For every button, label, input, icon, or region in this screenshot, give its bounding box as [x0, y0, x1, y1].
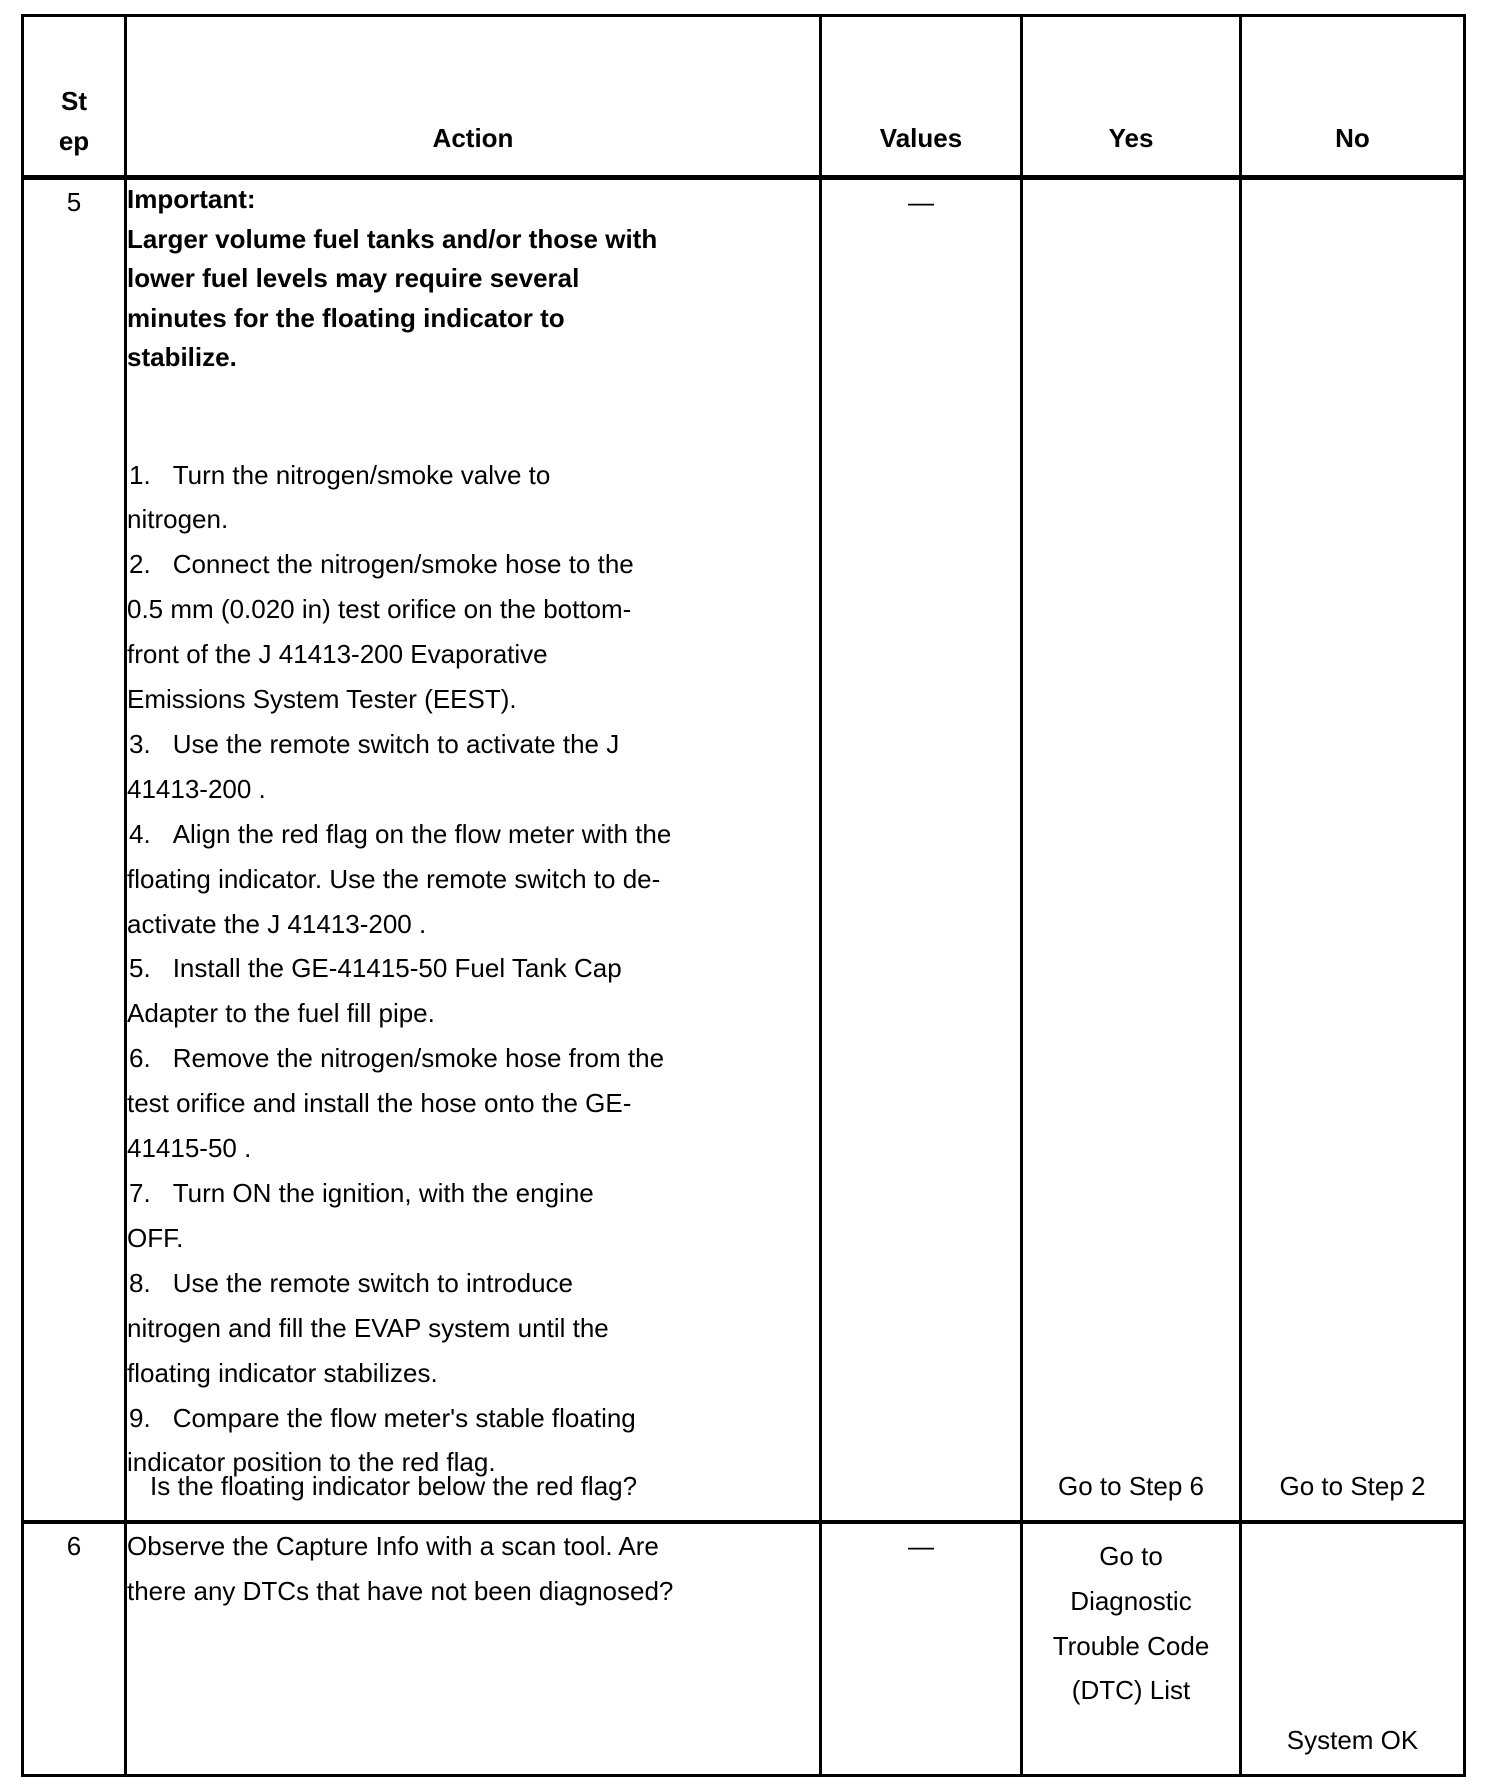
yes-result: Go to Step 6 — [1058, 1471, 1204, 1501]
step-question: Is the floating indicator below the red flag? — [150, 1471, 638, 1501]
list-item: 3. Use the remote switch to activate the J 41413-200 . — [127, 728, 620, 804]
important-text: Larger volume fuel tanks and/or those with lower fuel levels may require several minutes for the floating indicator to stabilize. — [127, 223, 658, 372]
values-cell: — — [821, 178, 1022, 1523]
header-no: No — [1241, 16, 1465, 178]
no-cell — [1241, 178, 1465, 1523]
list-item: 4. Align the red flag on the flow meter with the floating indicator. Use the remote switch to de-activate the J 41413-200 . — [127, 818, 672, 939]
header-values: Values — [821, 16, 1022, 178]
list-item: 7. Turn ON the ignition, with the engine OFF. — [127, 1178, 594, 1253]
header-step-line2: ep — [58, 126, 90, 156]
header-action: Action — [126, 16, 821, 178]
important-label: Important: — [127, 184, 256, 214]
action-cell — [126, 1522, 821, 1776]
list-item: 9. Compare the flow meter's stable floating indicator position to the red flag. — [127, 1402, 636, 1478]
list-item: 2. Connect the nitrogen/smoke hose to the 0.5 mm (0.020 in) test orifice on the bottom-front of the J 41413-200 Evaporative Emissions System Tester (EEST). — [127, 549, 634, 715]
no-result: Go to Step 2 — [1279, 1471, 1426, 1501]
values-cell: — — [821, 1522, 1022, 1776]
table-row-step-6 — [23, 1522, 1465, 1776]
list-item: 6. Remove the nitrogen/smoke hose from the test orifice and install the hose onto the GE-41415-50 . — [127, 1043, 665, 1164]
header-step-line1: St — [61, 86, 87, 116]
step-number: 5 — [23, 178, 126, 1523]
no-cell — [1241, 1522, 1465, 1776]
no-result: System OK — [1286, 1725, 1419, 1755]
step-number: 6 — [23, 1522, 126, 1776]
action-cell — [126, 178, 821, 1523]
table-row-step-5 — [23, 178, 1465, 1523]
action-text: Observe the Capture Info with a scan tool. Are there any DTCs that have not been diagnosed? — [127, 1531, 674, 1606]
yes-cell — [1022, 178, 1241, 1523]
list-item: 1. Turn the nitrogen/smoke valve to nitrogen. — [127, 459, 551, 535]
header-step — [23, 16, 126, 178]
procedure-steps — [127, 453, 819, 1486]
table-header-row — [23, 16, 1465, 178]
important-note — [127, 180, 819, 378]
list-item: 5. Install the GE-41415-50 Fuel Tank Cap Adapter to the fuel fill pipe. — [127, 953, 622, 1029]
list-item: 8. Use the remote switch to introduce nitrogen and fill the EVAP system until the floating indicator stabilizes. — [127, 1267, 609, 1388]
yes-cell — [1022, 1522, 1241, 1776]
header-yes: Yes — [1022, 16, 1241, 178]
yes-result: Go to Diagnostic Trouble Code (DTC) List — [1052, 1541, 1210, 1706]
diagnostic-procedure-table — [21, 14, 1466, 1777]
